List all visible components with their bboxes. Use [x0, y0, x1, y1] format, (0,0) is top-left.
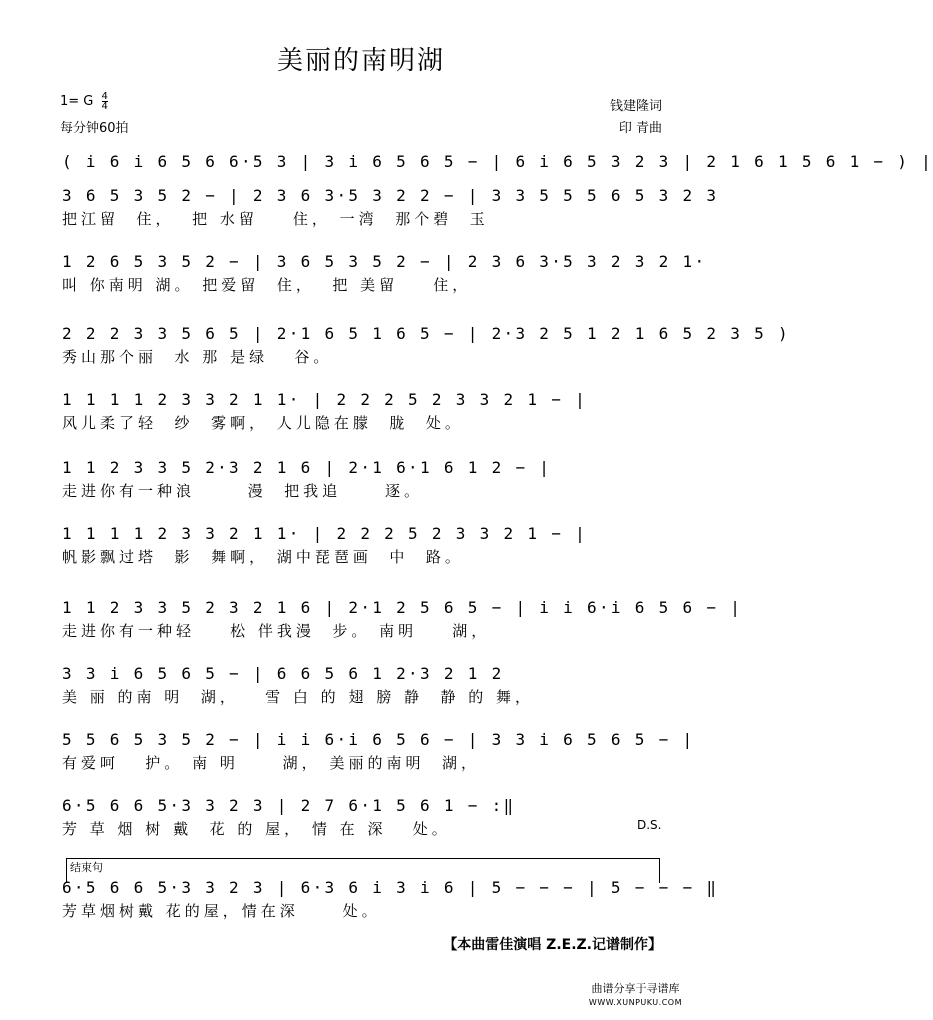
lyricist: 钱建隆词 [609, 99, 662, 114]
notes-line: 6·5 6 6 5·3 3 2 3 | 2 7 6·1 5 6 1 − :‖ [62, 796, 516, 815]
notes-line: 3 6 5 3 5 2 − | 2 3 6 3·5 3 2 2 − | 3 3 5 5 5 6 5 3 2 3 [62, 186, 719, 205]
staff-row [62, 388, 662, 434]
key-signature [60, 92, 108, 111]
lyrics-line: 把江留 住， 把 水留 住， 一湾 那个碧 玉 [62, 210, 489, 228]
lyrics-line: 走进你有一种浪 漫 把我追 逐。 [62, 482, 423, 500]
lyrics-line: 芳草烟树戴 花的屋，情在深 处。 [62, 902, 381, 920]
staff-row [62, 456, 662, 502]
ending-label: 结束句 [70, 861, 103, 874]
tempo-marking: 每分钟60拍 [60, 121, 129, 136]
lyrics-line: 秀山那个丽 水 那 是绿 谷。 [62, 348, 333, 366]
watermark-line2: WWW.XUNPUKU.COM [588, 998, 682, 1007]
composer: 印 青曲 [618, 121, 662, 136]
lyrics-line: 芳 草 烟 树 戴 花 的 屋， 情 在 深 处。 [62, 820, 451, 838]
staff-row [62, 250, 707, 296]
time-signature [102, 92, 108, 111]
notes-line: 1 1 2 3 3 5 2·3 2 1 6 | 2·1 6·1 6 1 2 − | [62, 458, 552, 477]
site-watermark [589, 982, 682, 1010]
credit-note: 【本曲雷佳演唱 Z.E.Z.记谱制作】 [443, 937, 662, 953]
lyrics-line: 走进你有一种轻 松 伴我漫 步。 南明 湖， [62, 622, 491, 640]
lyrics-line: 美 丽 的南 明 湖， 雪 白 的 翅 膀 静 静 的 舞， [62, 688, 535, 706]
lyrics-line: 有爱呵 护。 南 明 湖， 美丽的南明 湖， [62, 754, 480, 772]
staff-row [62, 662, 662, 708]
staff-row [62, 794, 662, 840]
notes-line: 1 1 1 1 2 3 3 2 1 1· | 2 2 2 5 2 3 3 2 1 − | [62, 524, 588, 543]
notes-line: 3 3 i 6 5 6 5 − | 6 6 5 6 1 2·3 2 1 2 [62, 664, 504, 683]
watermark-line1: 曲谱分享于寻谱库 [591, 982, 680, 995]
notes-line: 2 2 2 3 3 5 6 5 | 2·1 6 5 1 6 5 − | 2·3 2 5 1 2 1 6 5 2 3 5 ) [62, 324, 790, 343]
staff-row [62, 876, 719, 922]
staff-row [62, 596, 743, 642]
notes-line: 1 2 6 5 3 5 2 − | 3 6 5 3 5 2 − | 2 3 6 3·5 3 2 3 2 1· [62, 252, 707, 271]
credits [610, 96, 662, 140]
lyrics-line: 风儿柔了轻 纱 雾啊， 人儿隐在朦 胧 处。 [62, 414, 464, 432]
staff-row [62, 150, 933, 174]
staff-row [62, 728, 695, 774]
lyrics-line: 帆影飘过塔 影 舞啊， 湖中琵琶画 中 路。 [62, 548, 464, 566]
ds-marking: D.S. [637, 818, 662, 832]
notes-line: 1 1 1 1 2 3 3 2 1 1· | 2 2 2 5 2 3 3 2 1 − | [62, 390, 588, 409]
notes-line: 5 5 6 5 3 5 2 − | i i 6·i 6 5 6 − | 3 3 i 6 5 6 5 − | [62, 730, 695, 749]
page-title: 美丽的南明湖 [276, 46, 445, 76]
staff-row [62, 322, 790, 368]
time-sig-top: 4 [101, 91, 108, 102]
lyrics-line: 叫 你南明 湖。 把爱留 住， 把 美留 住， [62, 276, 472, 294]
notes-line: ( i 6 i 6 5 6 6·5 3 | 3 i 6 5 6 5 − | 6 i 6 5 3 2 3 | 2 1 6 1 5 6 1 − ) | [62, 152, 933, 171]
time-sig-bottom: 4 [101, 101, 108, 112]
staff-row [62, 184, 719, 230]
notes-line: 1 1 2 3 3 5 2 3 2 1 6 | 2·1 2 5 6 5 − | i i 6·i 6 5 6 − | [62, 598, 743, 617]
key-text: 1= G [60, 94, 94, 109]
notes-line: 6·5 6 6 5·3 3 2 3 | 6·3 6 i 3 i 6 | 5 − − − | 5 − − − ‖ [62, 878, 719, 897]
staff-row [62, 522, 662, 568]
